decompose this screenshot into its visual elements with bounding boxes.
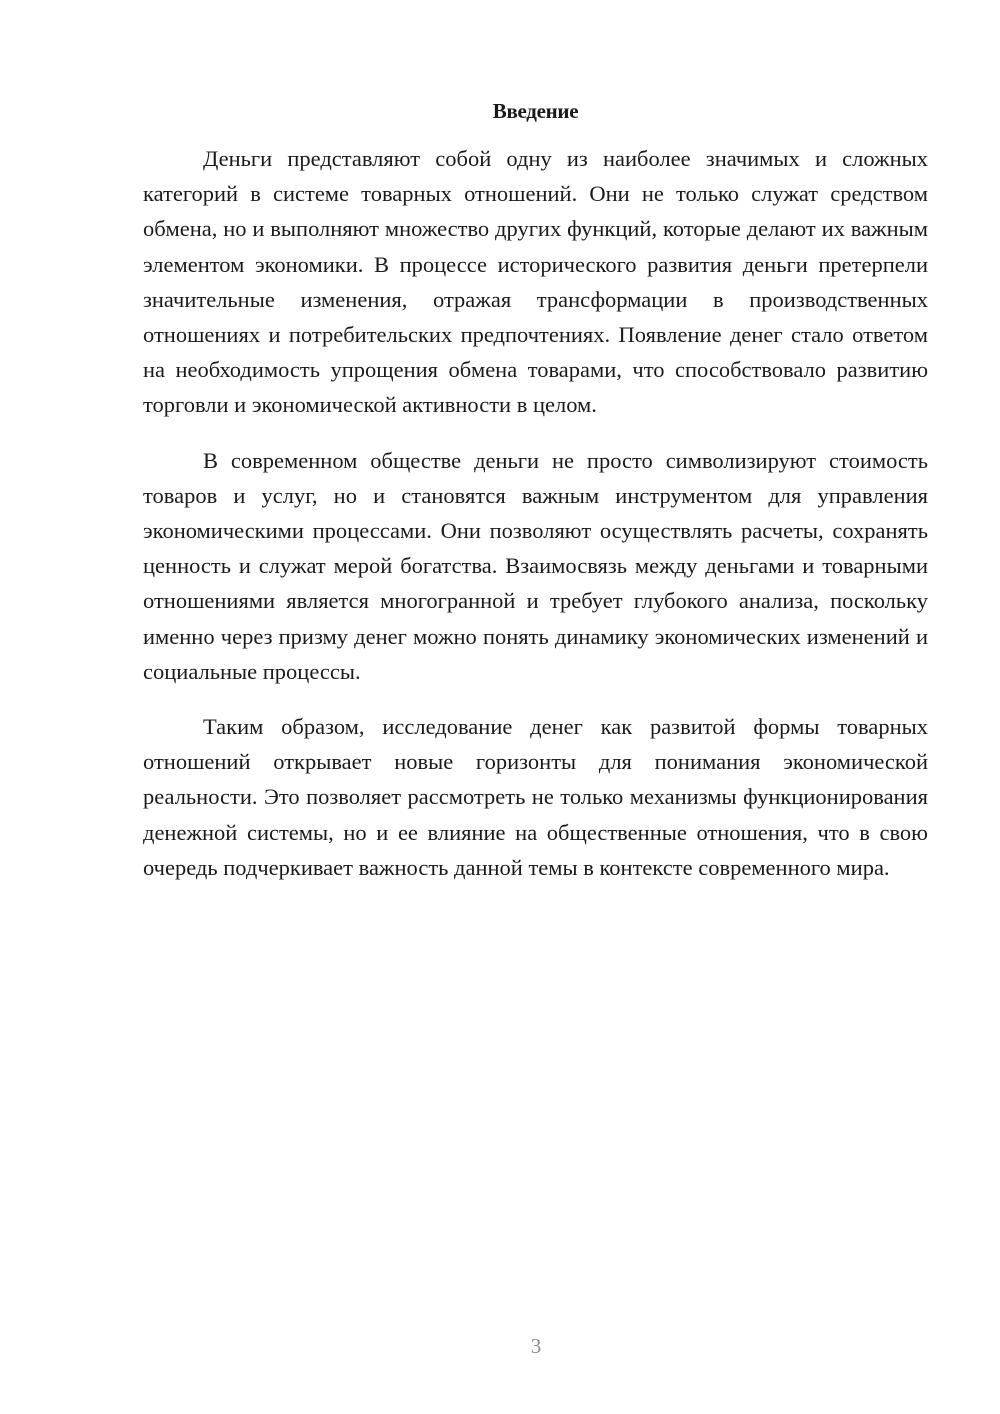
page-number: 3: [530, 1334, 542, 1358]
section-title: Введение: [492, 99, 579, 123]
paragraph-1: Деньги представляют собой одну из наиболее значимых и сложных категорий в системе товарных отношений. Они не только служат средством обмена, но и выполняют множество других функций, которые делают их важным элементом экономики. В процессе исторического развития деньги претерпели значительные изменения, отражая трансформации в производственных отношениях и потребительских предпочтениях. Появление денег стало ответом на необходимость упрощения обмена товарами, что способствовало развитию торговли и экономической активности в целом.: [143, 146, 928, 418]
paragraph-3: Таким образом, исследование денег как развитой формы товарных отношений открывает новые горизонты для понимания экономической реальности. Это позволяет рассмотреть не только механизмы функционирования денежной системы, но и ее влияние на общественные отношения, что в свою очередь подчеркивает важность данной темы в контексте современного мира.: [143, 714, 928, 880]
page-content: [143, 94, 928, 885]
paragraph-2: В современном обществе деньги не просто символизируют стоимость товаров и услуг, но и становятся важным инструментом для управления экономическими процессами. Они позволяют осуществлять расчеты, сохранять ценность и служат мерой богатства. Взаимосвязь между деньгами и товарными отношениями является многогранной и требует глубокого анализа, поскольку именно через призму денег можно понять динамику экономических изменений и социальные процессы.: [143, 447, 928, 684]
